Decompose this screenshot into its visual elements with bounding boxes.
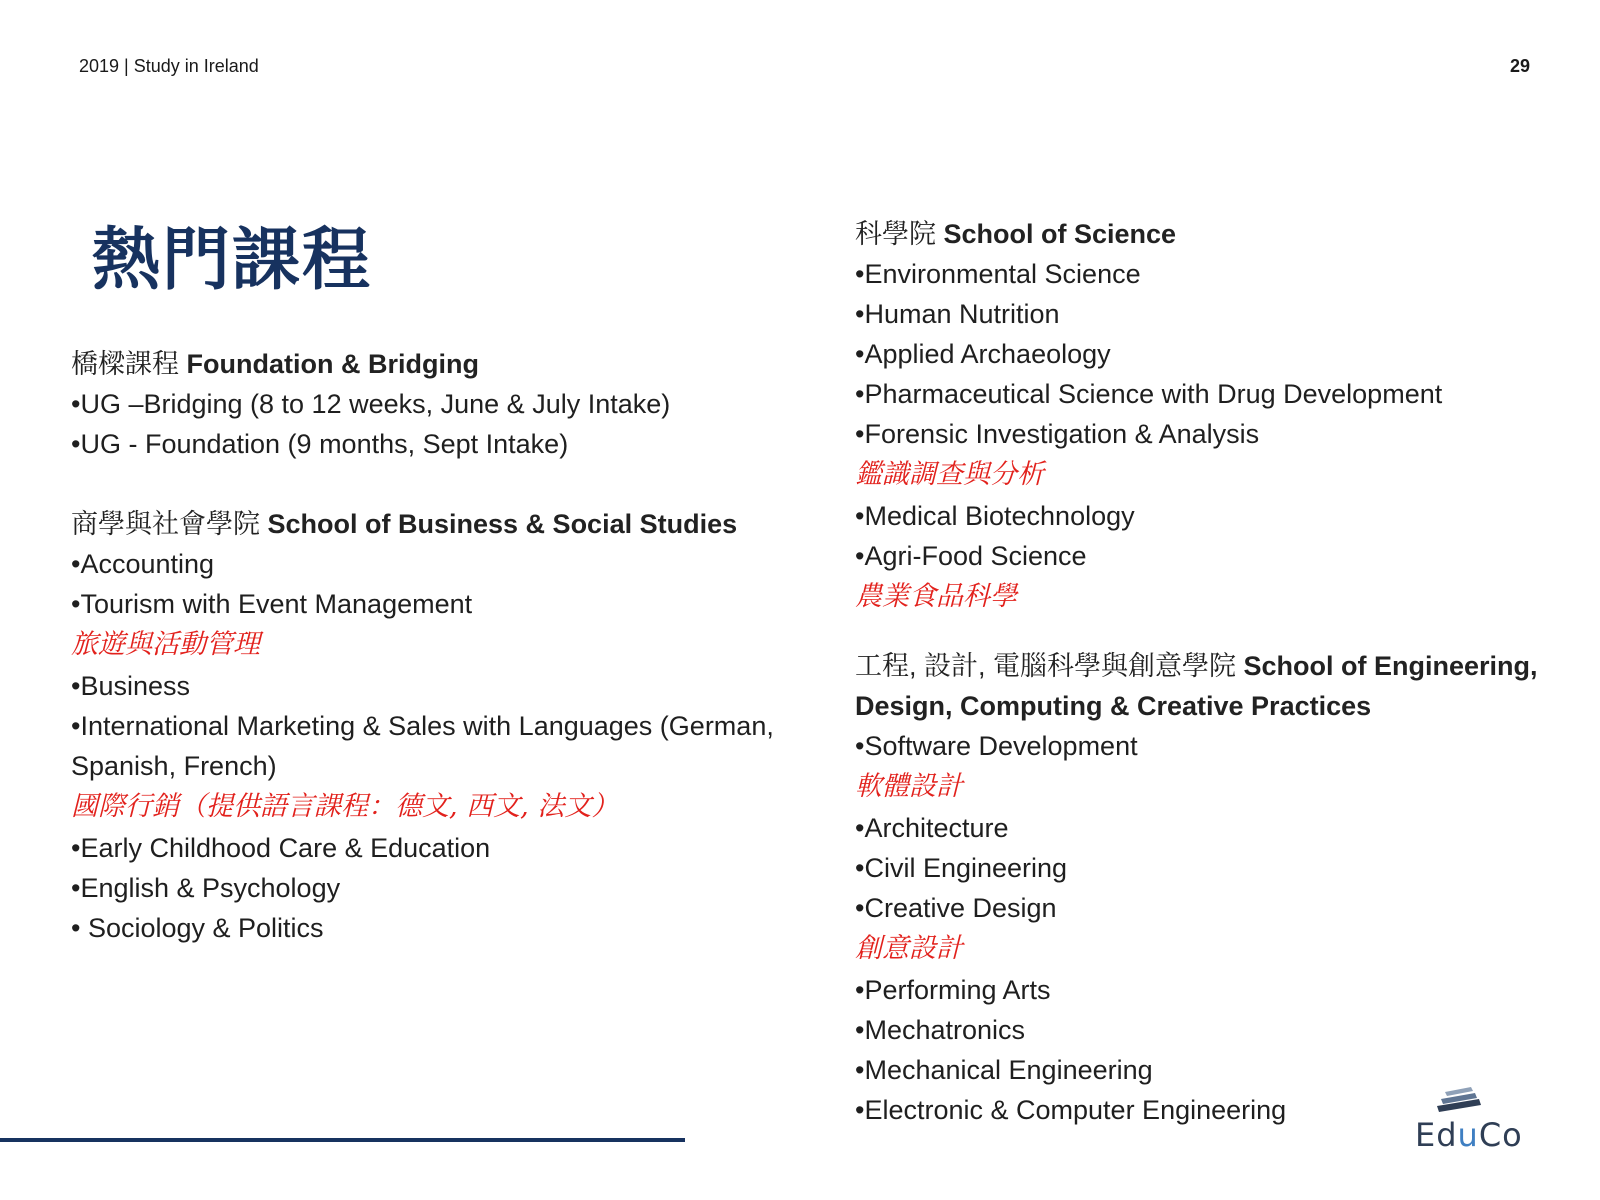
section-heading-zh: 工程, 設計, 電腦科學與創意學院 xyxy=(855,651,1237,681)
course-item: •English & Psychology xyxy=(71,873,341,903)
header-doc-label: 2019 | Study in Ireland xyxy=(79,56,259,76)
section-heading-zh: 橋樑課程 xyxy=(71,349,179,379)
left-column xyxy=(71,344,821,948)
course-translation: 軟體設計 xyxy=(855,771,963,802)
course-item: •Performing Arts xyxy=(855,975,1051,1005)
educo-logo xyxy=(1415,1086,1525,1152)
section-heading-en: School of Engineering, Design, Computing & Creative Practices xyxy=(855,651,1538,721)
course-item: •Business xyxy=(71,671,191,701)
course-item: •UG –Bridging (8 to 12 weeks, June & July Intake) xyxy=(71,389,671,419)
educo-logo-icon xyxy=(1437,1086,1487,1116)
course-item: •Medical Biotechnology xyxy=(855,501,1135,531)
logo-text-c: Co xyxy=(1478,1116,1523,1154)
section-heading-zh: 商學與社會學院 xyxy=(71,509,260,539)
course-translation: 旅遊與活動管理 xyxy=(71,629,260,660)
section-heading-foundation xyxy=(71,344,821,384)
section-heading-business xyxy=(71,504,821,544)
course-item: •Architecture xyxy=(855,813,1009,843)
course-item: • Sociology & Politics xyxy=(71,913,324,943)
course-translation: 農業食品科學 xyxy=(855,581,1017,612)
course-item: •Tourism with Event Management xyxy=(71,589,473,619)
course-translation: 創意設計 xyxy=(855,933,963,964)
section-heading-engineering xyxy=(855,646,1590,726)
logo-text-b: u xyxy=(1457,1116,1479,1154)
course-item: •Creative Design xyxy=(855,893,1057,923)
section-heading-en: Foundation & Bridging xyxy=(186,349,479,379)
course-item: •Environmental Science xyxy=(855,259,1141,289)
course-item: •Accounting xyxy=(71,549,215,579)
course-item: •Human Nutrition xyxy=(855,299,1060,329)
course-item: •International Marketing & Sales with Languages (German, Spanish, French) xyxy=(71,711,774,781)
course-item: •Pharmaceutical Science with Drug Development xyxy=(855,379,1443,409)
page-title: 熱門課程 xyxy=(92,220,373,300)
right-column xyxy=(855,214,1590,1130)
course-item: •Forensic Investigation & Analysis xyxy=(855,419,1260,449)
course-item: •Agri-Food Science xyxy=(855,541,1087,571)
logo-text-a: Ed xyxy=(1415,1116,1458,1154)
educo-logo-text xyxy=(1415,1116,1523,1154)
course-translation: 鑑識調查與分析 xyxy=(855,459,1044,490)
course-item: •Software Development xyxy=(855,731,1138,761)
section-heading-en: School of Science xyxy=(943,219,1177,249)
page-number: 29 xyxy=(1509,56,1530,76)
section-heading-science xyxy=(855,214,1590,254)
course-translation: 國際行銷（提供語言課程：德文, 西文, 法文） xyxy=(71,791,619,822)
section-heading-en: School of Business & Social Studies xyxy=(267,509,738,539)
course-item: •Mechanical Engineering xyxy=(855,1055,1153,1085)
section-heading-zh: 科學院 xyxy=(855,219,936,249)
course-item: •Mechatronics xyxy=(855,1015,1026,1045)
course-item: •Applied Archaeology xyxy=(855,339,1111,369)
course-item: •Electronic & Computer Engineering xyxy=(855,1095,1287,1125)
course-item: •Early Childhood Care & Education xyxy=(71,833,491,863)
course-item: •Civil Engineering xyxy=(855,853,1068,883)
footer-rule xyxy=(0,1138,685,1142)
course-item: •UG - Foundation (9 months, Sept Intake) xyxy=(71,429,569,459)
